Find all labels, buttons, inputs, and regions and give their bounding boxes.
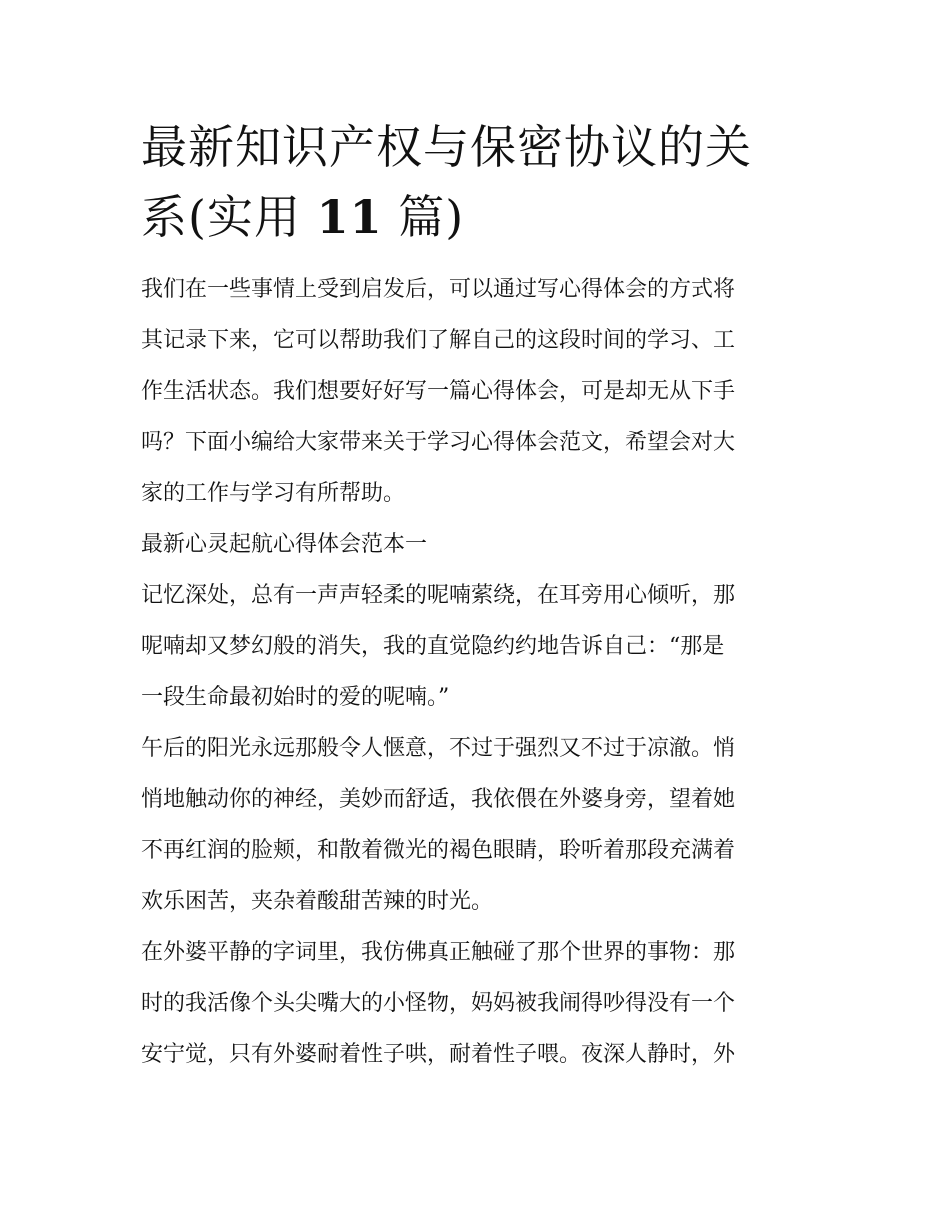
text-line: 作生活状态。我们想要好好写一篇心得体会，可是却无从下手 [141, 379, 736, 404]
title-line-1: 最新知识产权与保密协议的关 [141, 120, 752, 174]
intro-paragraph [141, 264, 813, 519]
text-line: 呢喃却又梦幻般的消失，我的直觉隐约约地告诉自己：“那是 [141, 634, 725, 659]
text-line: 时的我活像个头尖嘴大的小怪物，妈妈被我闹得吵得没有一个 [141, 991, 736, 1016]
text-line: 我们在一些事情上受到启发后，可以通过写心得体会的方式将 [141, 277, 736, 302]
text-line: 安宁觉，只有外婆耐着性子哄，耐着性子喂。夜深人静时，外 [141, 1042, 736, 1067]
title-line-2 [141, 182, 813, 252]
text-line: 欢乐困苦，夹杂着酸甜苦辣的时光。 [141, 889, 494, 914]
text-line: 一段生命最初始时的爱的呢喃。” [141, 685, 450, 710]
text-line: 其记录下来，它可以帮助我们了解自己的这段时间的学习、工 [141, 328, 736, 353]
text-line: 在外婆平静的字词里，我仿佛真正触碰了那个世界的事物：那 [141, 940, 736, 965]
document-title [141, 112, 813, 252]
title-line-2-prefix: 系(实用 [141, 190, 317, 244]
title-line-2-suffix: 篇) [382, 190, 465, 244]
text-line: 吗？下面小编给大家带来关于学习心得体会范文，希望会对大 [141, 430, 736, 455]
body-paragraph-2 [141, 723, 813, 927]
document-page [141, 112, 813, 1080]
text-line: 悄地触动你的神经，美妙而舒适，我依偎在外婆身旁，望着她 [141, 787, 736, 812]
text-line: 记忆深处，总有一声声轻柔的呢喃萦绕，在耳旁用心倾听，那 [141, 583, 736, 608]
title-count: 11 [316, 190, 383, 244]
text-line: 家的工作与学习有所帮助。 [141, 481, 406, 506]
document-body [141, 264, 813, 1080]
body-paragraph-3 [141, 927, 813, 1080]
text-line: 午后的阳光永远那般令人惬意，不过于强烈又不过于凉澈。悄 [141, 736, 736, 761]
text-line: 不再红润的脸颊，和散着微光的褐色眼睛，聆听着那段充满着 [141, 838, 736, 863]
body-paragraph-1 [141, 570, 813, 723]
section-heading: 最新心灵起航心得体会范本一 [141, 532, 428, 557]
